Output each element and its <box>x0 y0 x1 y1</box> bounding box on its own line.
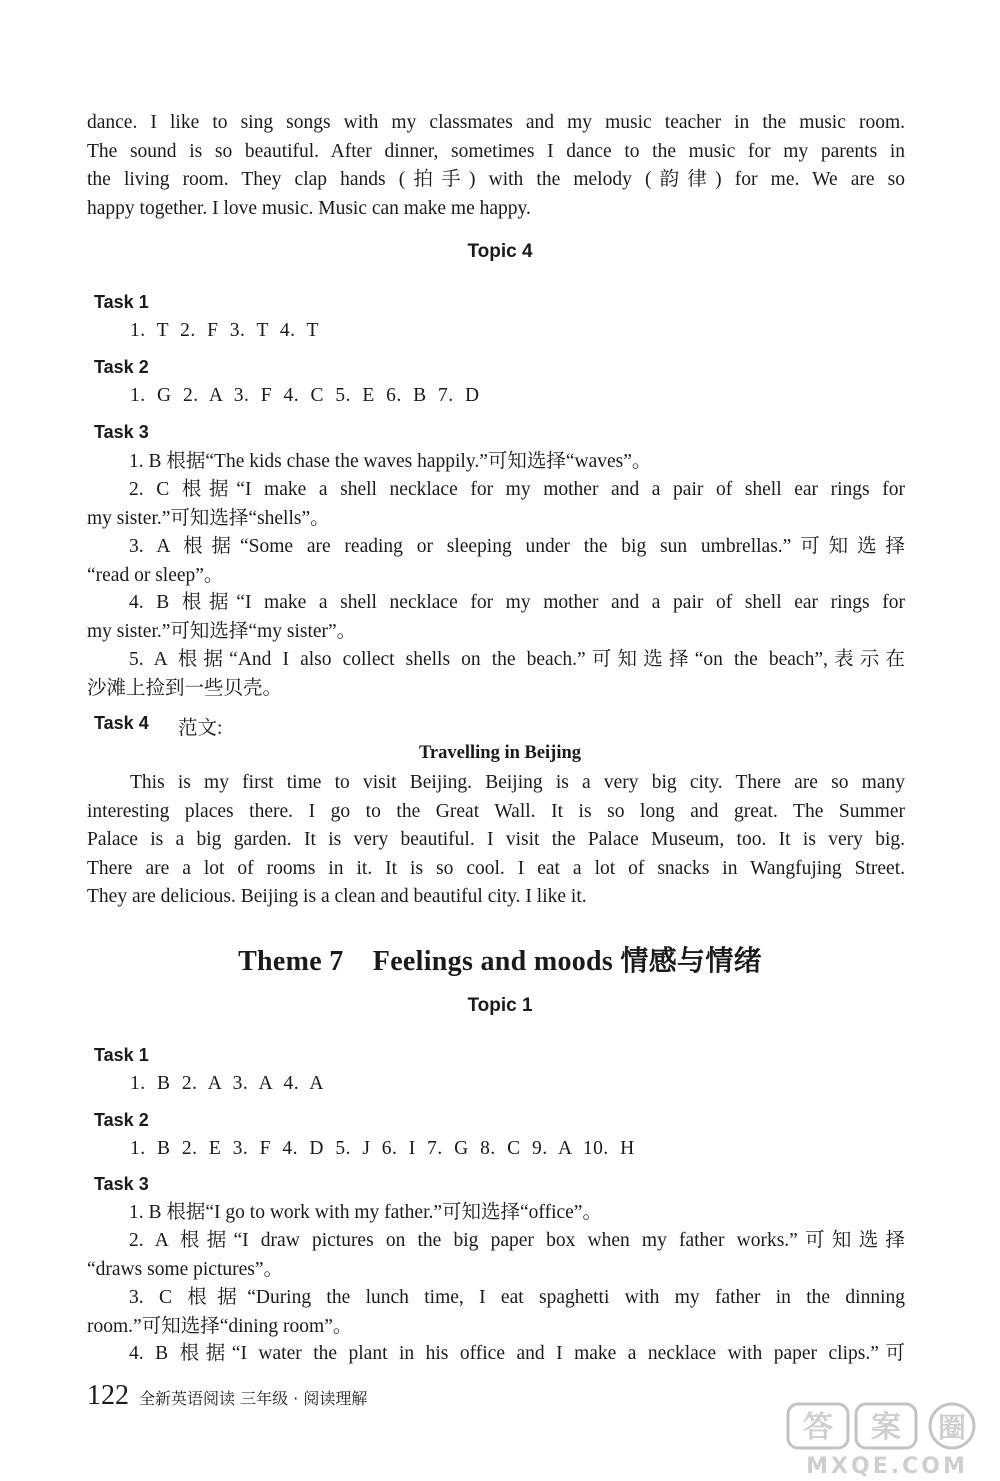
intro-paragraph <box>87 109 905 223</box>
essay-line: Palace is a big garden. It is very beautiful. I visit the Palace Museum, too. It is very big. <box>87 829 905 851</box>
task-1-answers: 1. B 2. A 3. A 4. A <box>130 1073 324 1094</box>
answer-item <box>87 1284 905 1341</box>
task-2-answers: 1. G 2. A 3. F 4. C 5. E 6. B 7. D <box>130 385 480 406</box>
answer-line: 4. B 根据“I make a shell necklace for my mother and a pair of shell ear rings for <box>129 592 905 613</box>
answer-line: 1. B 根据“The kids chase the waves happily.”可知选择“waves”。 <box>129 451 652 472</box>
page-number: 122 <box>87 1380 129 1411</box>
answer-line: 2. C 根据“I make a shell necklace for my mother and a pair of shell ear rings for <box>129 479 905 500</box>
answer-item <box>87 1227 905 1284</box>
answer-line: 3. C 根据“During the lunch time, I eat spaghetti with my father in the dinning <box>129 1287 905 1308</box>
task-3-label: Task 3 <box>94 422 149 442</box>
task-4-label: Task 4 <box>94 713 149 733</box>
answer-line: my sister.”可知选择“shells”。 <box>87 507 330 529</box>
svg-text:圈: 圈 <box>937 1411 967 1444</box>
paragraph-line: dance. I like to sing songs with my classmates and my music teacher in the music room. <box>87 112 905 133</box>
answer-item <box>87 646 905 703</box>
essay-title: Travelling in Beijing <box>418 743 582 763</box>
answer-item <box>87 1340 905 1369</box>
answer-line: room.”可知选择“dining room”。 <box>87 1315 353 1337</box>
theme-7-heading: Theme 7 Feelings and moods 情感与情绪 <box>238 946 762 977</box>
topic-4-heading: Topic 4 <box>467 241 533 262</box>
answer-item <box>87 476 905 533</box>
task-1-label: Task 1 <box>94 1045 149 1065</box>
answer-item <box>87 589 905 646</box>
task-1-label: Task 1 <box>94 292 149 312</box>
model-essay-note: 范文: <box>178 718 223 739</box>
answer-line: 5. A 根据“And I also collect shells on the beach.”可知选择“on the beach”,表示在 <box>129 649 905 670</box>
watermark-logo <box>782 1400 992 1478</box>
answer-line: 沙滩上捡到一些贝壳。 <box>87 677 283 699</box>
svg-text:答: 答 <box>803 1410 833 1445</box>
answer-line: 1. B 根据“I go to work with my father.”可知选择“office”。 <box>129 1202 602 1223</box>
svg-text:案: 案 <box>871 1410 901 1445</box>
essay-line: interesting places there. I go to the Great Wall. It is so long and great. The Summer <box>87 800 905 822</box>
answer-item <box>87 1199 905 1228</box>
task-1-answers: 1. T 2. F 3. T 4. T <box>130 320 319 341</box>
essay-paragraph <box>87 769 905 912</box>
topic-1-heading: Topic 1 <box>467 995 533 1016</box>
answer-item <box>87 448 905 477</box>
essay-line: They are delicious. Beijing is a clean and beautiful city. I like it. <box>87 886 587 908</box>
answer-line: 4. B 根据“I water the plant in his office and I make a necklace with paper clips.”可 <box>129 1343 905 1364</box>
svg-text:MXQE.COM: MXQE.COM <box>806 1454 968 1478</box>
answer-line: 3. A 根据“Some are reading or sleeping under the big sun umbrellas.”可知选择 <box>129 536 905 557</box>
paragraph-line: The sound is so beautiful. After dinner, sometimes I dance to the music for my parents in <box>87 140 905 162</box>
answer-line: “draws some pictures”。 <box>87 1258 284 1280</box>
answer-line: 2. A 根据“I draw pictures on the big paper box when my father works.”可知选择 <box>129 1230 905 1251</box>
task-3-label: Task 3 <box>94 1174 149 1194</box>
essay-line: This is my first time to visit Beijing. Beijing is a very big city. There are so many <box>130 772 905 793</box>
page-footer <box>87 1380 367 1412</box>
essay-line: There are a lot of rooms in it. It is so cool. I eat a lot of snacks in Wangfujing Street. <box>87 857 905 879</box>
answer-line: my sister.”可知选择“my sister”。 <box>87 620 357 642</box>
paragraph-line: happy together. I love music. Music can make me happy. <box>87 197 531 219</box>
task-2-answers: 1. B 2. E 3. F 4. D 5. J 6. I 7. G 8. C 9. A 10. H <box>130 1138 635 1159</box>
answer-line: “read or sleep”。 <box>87 564 224 586</box>
task-2-label: Task 2 <box>94 1110 149 1130</box>
paragraph-line: the living room. They clap hands (拍手) with the melody (韵律) for me. We are so <box>87 169 905 191</box>
task-2-label: Task 2 <box>94 357 149 377</box>
book-title: 全新英语阅读 三年级 · 阅读理解 <box>139 1389 368 1408</box>
answer-item <box>87 533 905 590</box>
